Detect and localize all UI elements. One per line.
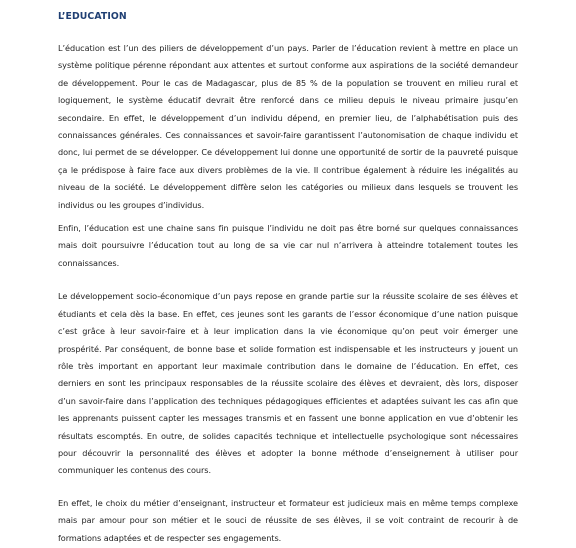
paragraph-1: L’éducation est l’un des piliers de développement d’un pays. Parler de l’éducation revient à mettre en place un système politique pérenne répondant aux attentes et surtout conforme aux aspirations de la société demandeur de développement. Pour le cas de Madagascar, plus de 85 % de la population se trouvent en milieu rural et logiquement, le système éducatif devrait être renforcé dans ce milieu depuis le niveau primaire jusqu’en secondaire. En effet, le développement d’un individu dépend, en premier lieu, de l’alphabétisation puis des connaissances générales. Ces connaissances et savoir-faire garantissent l’autonomisation de chaque individu et donc, lui permet de se développer. Ce développement lui donne une opportunité de sortir de la pauvreté puisque ça le prédispose à faire face aux divers problèmes de la vie. Il contribue également à réduire les inégalités au niveau de la société. Le développement diffère selon les catégories ou milieux dans lesquels se trouvent les individus ou les groupes d’individus. <box>58 43 518 210</box>
paragraph-4: En effet, le choix du métier d’enseignant, instructeur et formateur est judicieux mais en même temps complexe mais par amour pour son métier et le souci de réussite de ses élèves, il se voit contraint de recourir à de formations adaptées et de respecter ses engagements. <box>58 497 518 543</box>
section-title: L’EDUCATION <box>58 11 127 22</box>
paragraph-3: Le développement socio-économique d’un pays repose en grande partie sur la réussite scolaire de ses élèves et étudiants et cela dès la base. En effet, ces jeunes sont les garants de l’essor économique d’une nation puisque c’est grâce à leur savoir-faire et à leur implication dans la vie économique qu’on peut voir émerger une prospérité. Par conséquent, de bonne base et solide formation est indispensable et les instructeurs y jouent un rôle très important en apportant leur maximale contribution dans le domaine de l’éducation. En effet, ces derniers en sont les principaux responsables de la réussite scolaire des élèves et devraient, dès lors, disposer d’un savoir-faire dans l’application des techniques pédagogiques efficientes et adaptées suivant les cas afin que les apprenants puissent capter les messages transmis et en fassent une bonne application en vue d’obtenir les résultats escomptés. En outre, de solides capacités technique et intellectuelle psychologique sont nécessaires pour découvrir la personnalité des élèves et adopter la bonne méthode d’enseignement à utiliser pour communiquer les contenus des cours. <box>58 291 518 476</box>
paragraph-2: Enfin, l’éducation est une chaine sans fin puisque l’individu ne doit pas être borné sur quelques connaissances mais doit poursuivre l’éducation tout au long de sa vie car nul n’arrivera à atteindre totalement toutes les connaissances. <box>58 223 518 268</box>
